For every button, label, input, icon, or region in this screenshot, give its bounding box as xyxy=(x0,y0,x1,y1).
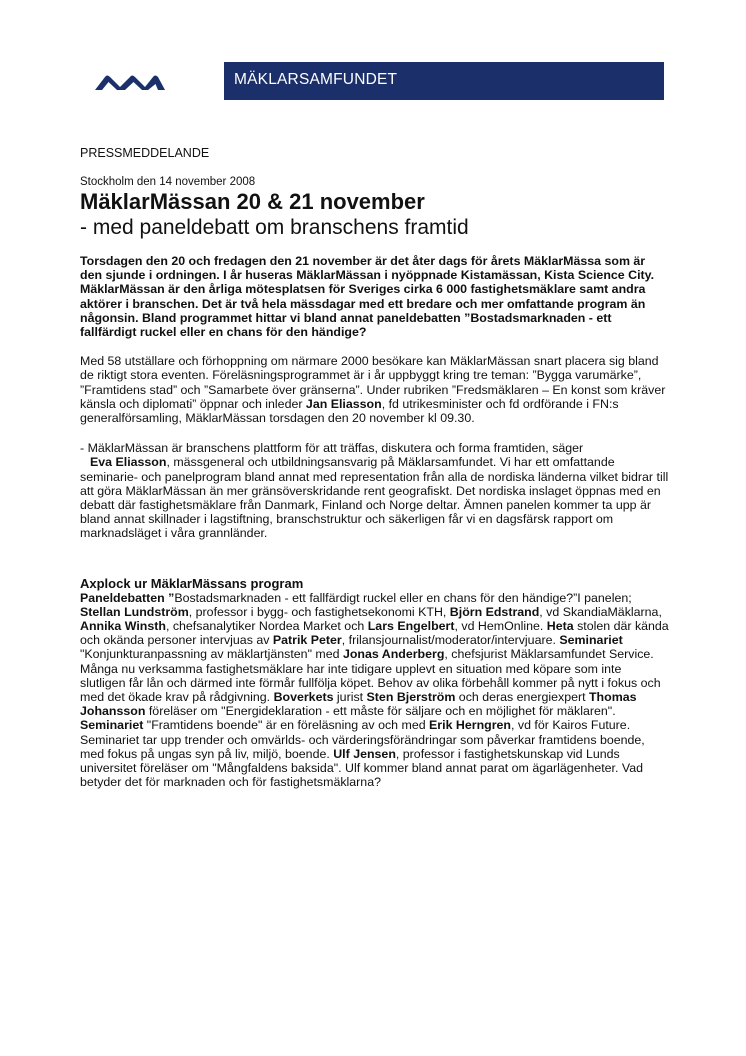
maklarsamfundet-logo-icon xyxy=(95,74,165,90)
body-paragraph-1 xyxy=(80,354,670,425)
program-highlight: Thomas Johansson xyxy=(80,690,637,719)
program-highlight: Annika Winsth xyxy=(80,619,166,634)
quote-body xyxy=(80,455,668,540)
program-highlight: Seminariet xyxy=(559,633,623,648)
paragraph-text: MäklarMässan är branschens plattform för att träffas, diskutera och forma framtiden, säger xyxy=(87,441,584,456)
quote-dash: - xyxy=(80,441,88,456)
program-text-segment: "Konjunkturanpassning av mäklartjänsten" med xyxy=(80,647,343,662)
program-highlight: Björn Edstrand xyxy=(449,604,540,619)
program-text-segment: , professor i fastighetskunskap vid Lunds universitet föreläser om "Mångfaldens baksida". Ulf kommer bland annat parat om ägarlägenheter. Vad betyder det för marknaden och för fastighetsmäklarna? xyxy=(80,746,644,790)
page-subtitle: - med paneldebatt om branschens framtid xyxy=(80,216,469,239)
program-highlight: Ulf Jensen xyxy=(333,746,396,761)
dateline: Stockholm den 14 november 2008 xyxy=(80,176,256,188)
program-highlight: Patrik Peter xyxy=(272,633,342,648)
program-heading: Axplock ur MäklarMässans program xyxy=(80,575,304,591)
paragraph-text: Med 58 utställare och förhoppning om närmare 2000 besökare kan MäklarMässan snart placera sig bland de riktigt stora eventen. Föreläsningsprogrammet är i år uppbyggt kring tre teman: ”Bygga varumärke”, ”Framtidens stad” och ”Samarbete över gränserna”. Under rubriken ”Fredsmäklaren – En konst som kräver känsla och diplomati” öppnar och inleder xyxy=(80,354,666,411)
program-highlight: Jonas Anderberg xyxy=(342,647,445,662)
paragraph-text: , fd utrikesminister och fd ordförande i FN:s generalförsamling, MäklarMässan torsdagen den 20 november kl 09.30. xyxy=(80,396,619,426)
brand-banner xyxy=(224,62,664,100)
body-paragraph-2 xyxy=(80,441,670,540)
press-release xyxy=(80,146,670,790)
program-highlight: Heta xyxy=(546,619,574,634)
program-text-segment: , vd för Kairos Future. Seminariet tar upp trender och omvärlds- och värderingsförändringar som påverkar framtidens boende, med fokus på ungas syn på liv, miljö, boende. xyxy=(80,718,645,761)
program-text-segment: och deras energiexpert xyxy=(455,690,589,705)
document-type-label: PRESSMEDDELANDE xyxy=(80,146,210,160)
program-text-segment: jurist xyxy=(333,690,367,705)
lead-paragraph: Torsdagen den 20 och fredagen den 21 november är det åter dags för årets MäklarMässa som är den sjunde i ordningen. I år huseras MäklarMässan i nyöppnade Kistamässan, Kista Science City. MäklarMässan är den årliga mötesplatsen för Sveriges cirka 6 000 fastighetsmäklare samt andra aktörer i branschen. Det är två hela mässdagar med ett bredare och mer omfattande program än någonsin. Bland programmet hittar vi bland annat paneldebatten ”Bostadsmarknaden - ett fallfärdigt ruckel eller en chans för den händige? xyxy=(80,254,655,340)
program-text-segment: Bostadsmarknaden - ett fallfärdigt ruckel eller en chans för den händige?”I panelen; xyxy=(174,590,632,605)
program-paragraph xyxy=(80,591,670,790)
program-highlight: Boverkets xyxy=(273,690,334,705)
person-name: Eva Eliasson xyxy=(90,455,167,470)
program-text-segment: , vd SkandiaMäklarna, xyxy=(539,604,662,619)
program-highlight: Sten Bjerström xyxy=(366,690,456,705)
program-text-segment: , professor i bygg- och fastighetsekonomi KTH, xyxy=(188,604,450,619)
program-highlight: Stellan Lundström xyxy=(80,604,189,619)
program-highlight: Erik Herngren xyxy=(429,718,511,733)
program-text-segment: , chefsjurist Mäklarsamfundet Service. Många nu verksamma fastighetsmäklare har inte tidigare upplevt en situation med köpare som inte slutligen får lån och därmed inte förmår fullfölja köpet. Behov av olika förbehåll kommer på nytt i fokus och med det ökade krav på rådgivning. xyxy=(80,647,661,705)
program-highlight: Paneldebatten ” xyxy=(80,590,175,605)
program-text-segment: stolen där kända och okända personer intervjuas av xyxy=(80,619,669,648)
person-name: Jan Eliasson xyxy=(305,396,382,411)
program-text-segment: "Framtidens boende" är en föreläsning av och med xyxy=(143,718,430,733)
program-text-segment: , vd HemOnline. xyxy=(454,619,547,634)
program-text-segment: föreläser om "Energideklaration - ett måste för säljare och en möjlighet för mäklaren". xyxy=(145,704,616,719)
program-highlight: Seminariet xyxy=(80,718,144,733)
program-text-segment: , chefsanalytiker Nordea Market och xyxy=(165,619,368,634)
banner-title: MÄKLARSAMFUNDET xyxy=(234,71,398,88)
program-highlight: Lars Engelbert xyxy=(367,619,455,634)
paragraph-text: , mässgeneral och utbildningsansvarig på Mäklarsamfundet. Vi har ett omfattande seminarie- och panelprogram bland annat med representation från alla de nordiska länderna vilket bidrar till att göra MäklarMässan än mer gränsöverskridande rent geografiskt. Det nordiska inslaget öppnas med en debatt där fastighetsmäklare från Danmark, Finland och Norge deltar. Ämnen panelen kommer ta upp är bland annat skillnader i lagstiftning, branschstruktur och säkerligen får vi en dagsfärsk rapport om marknadsläget i våra grannländer. xyxy=(80,455,669,541)
page-title: MäklarMässan 20 & 21 november xyxy=(80,189,425,214)
program-text-segment: , frilansjournalist/moderator/intervjuare. xyxy=(341,633,560,648)
